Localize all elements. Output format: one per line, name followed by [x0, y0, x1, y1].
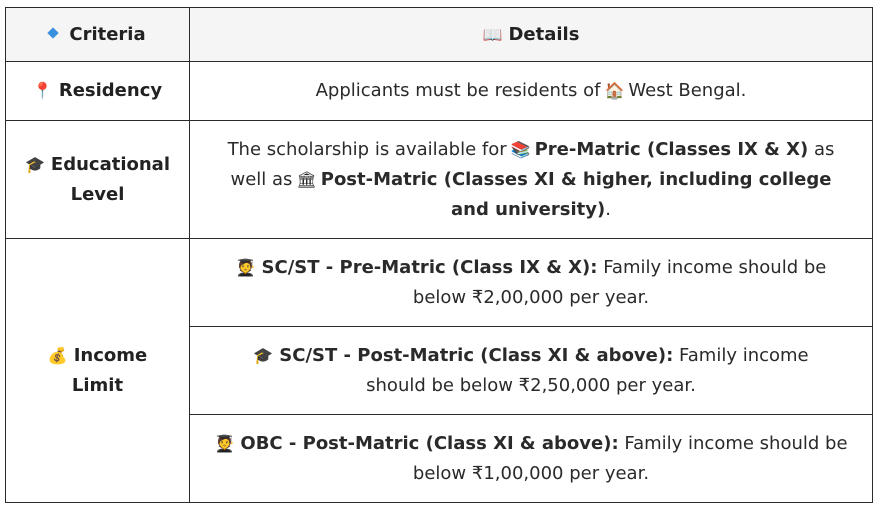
- details-header: [190, 8, 873, 62]
- table-row: [6, 239, 873, 327]
- income-item-text: Family income should be below ₹1,00,000 per year.: [412, 432, 848, 484]
- income-item-title: SC/ST - Post-Matric (Class XI & above):: [279, 344, 674, 366]
- student-icon: 🧑‍🎓: [235, 257, 256, 277]
- graduation-cap-icon: 🎓: [253, 345, 274, 365]
- education-text-1: The scholarship is available for: [227, 138, 507, 160]
- income-item-text: Family income should be below ₹2,00,000 per year.: [412, 256, 827, 308]
- money-bag-icon: 💰: [47, 345, 68, 365]
- open-book-icon: 📖: [482, 24, 503, 44]
- round-pushpin-icon: 📍: [32, 81, 53, 100]
- table-header-row: [6, 8, 873, 62]
- residency-place: West Bengal.: [628, 80, 747, 101]
- income-label: Income Limit: [71, 344, 148, 396]
- details-header-label: Details: [508, 23, 580, 45]
- education-cell: [6, 121, 190, 239]
- education-label: Educational Level: [50, 153, 170, 205]
- table-row: [6, 121, 873, 239]
- blue-diamond-icon: [48, 27, 59, 38]
- income-item-text: Family income should be below ₹2,50,000 per year.: [366, 344, 809, 396]
- education-text-2: as well as: [230, 138, 835, 190]
- residency-label: Residency: [58, 80, 163, 101]
- income-item-title: SC/ST - Pre-Matric (Class IX & X):: [261, 256, 598, 278]
- education-post-matric: Post-Matric (Classes XI & higher, including college and university): [320, 168, 832, 220]
- education-detail: [190, 121, 873, 239]
- house-icon: 🏠: [604, 81, 625, 100]
- criteria-table: [5, 7, 873, 503]
- criteria-header: [6, 8, 190, 62]
- education-text-3: .: [605, 198, 611, 220]
- education-pre-matric: Pre-Matric (Classes IX & X): [534, 138, 809, 160]
- graduation-cap-icon: 🎓: [24, 154, 45, 174]
- income-item: [190, 327, 873, 415]
- classical-building-icon: 🏛: [296, 169, 317, 189]
- student-icon: 🧑‍🎓: [214, 433, 235, 453]
- residency-cell: [6, 62, 190, 121]
- residency-detail: [190, 62, 873, 121]
- income-item: [190, 239, 873, 327]
- income-item: [190, 415, 873, 503]
- income-cell: [6, 239, 190, 503]
- residency-detail-text: Applicants must be residents of: [315, 80, 601, 101]
- table-row: [6, 62, 873, 121]
- criteria-header-label: Criteria: [69, 23, 146, 45]
- books-icon: 📚: [510, 139, 531, 159]
- income-item-title: OBC - Post-Matric (Class XI & above):: [240, 432, 619, 454]
